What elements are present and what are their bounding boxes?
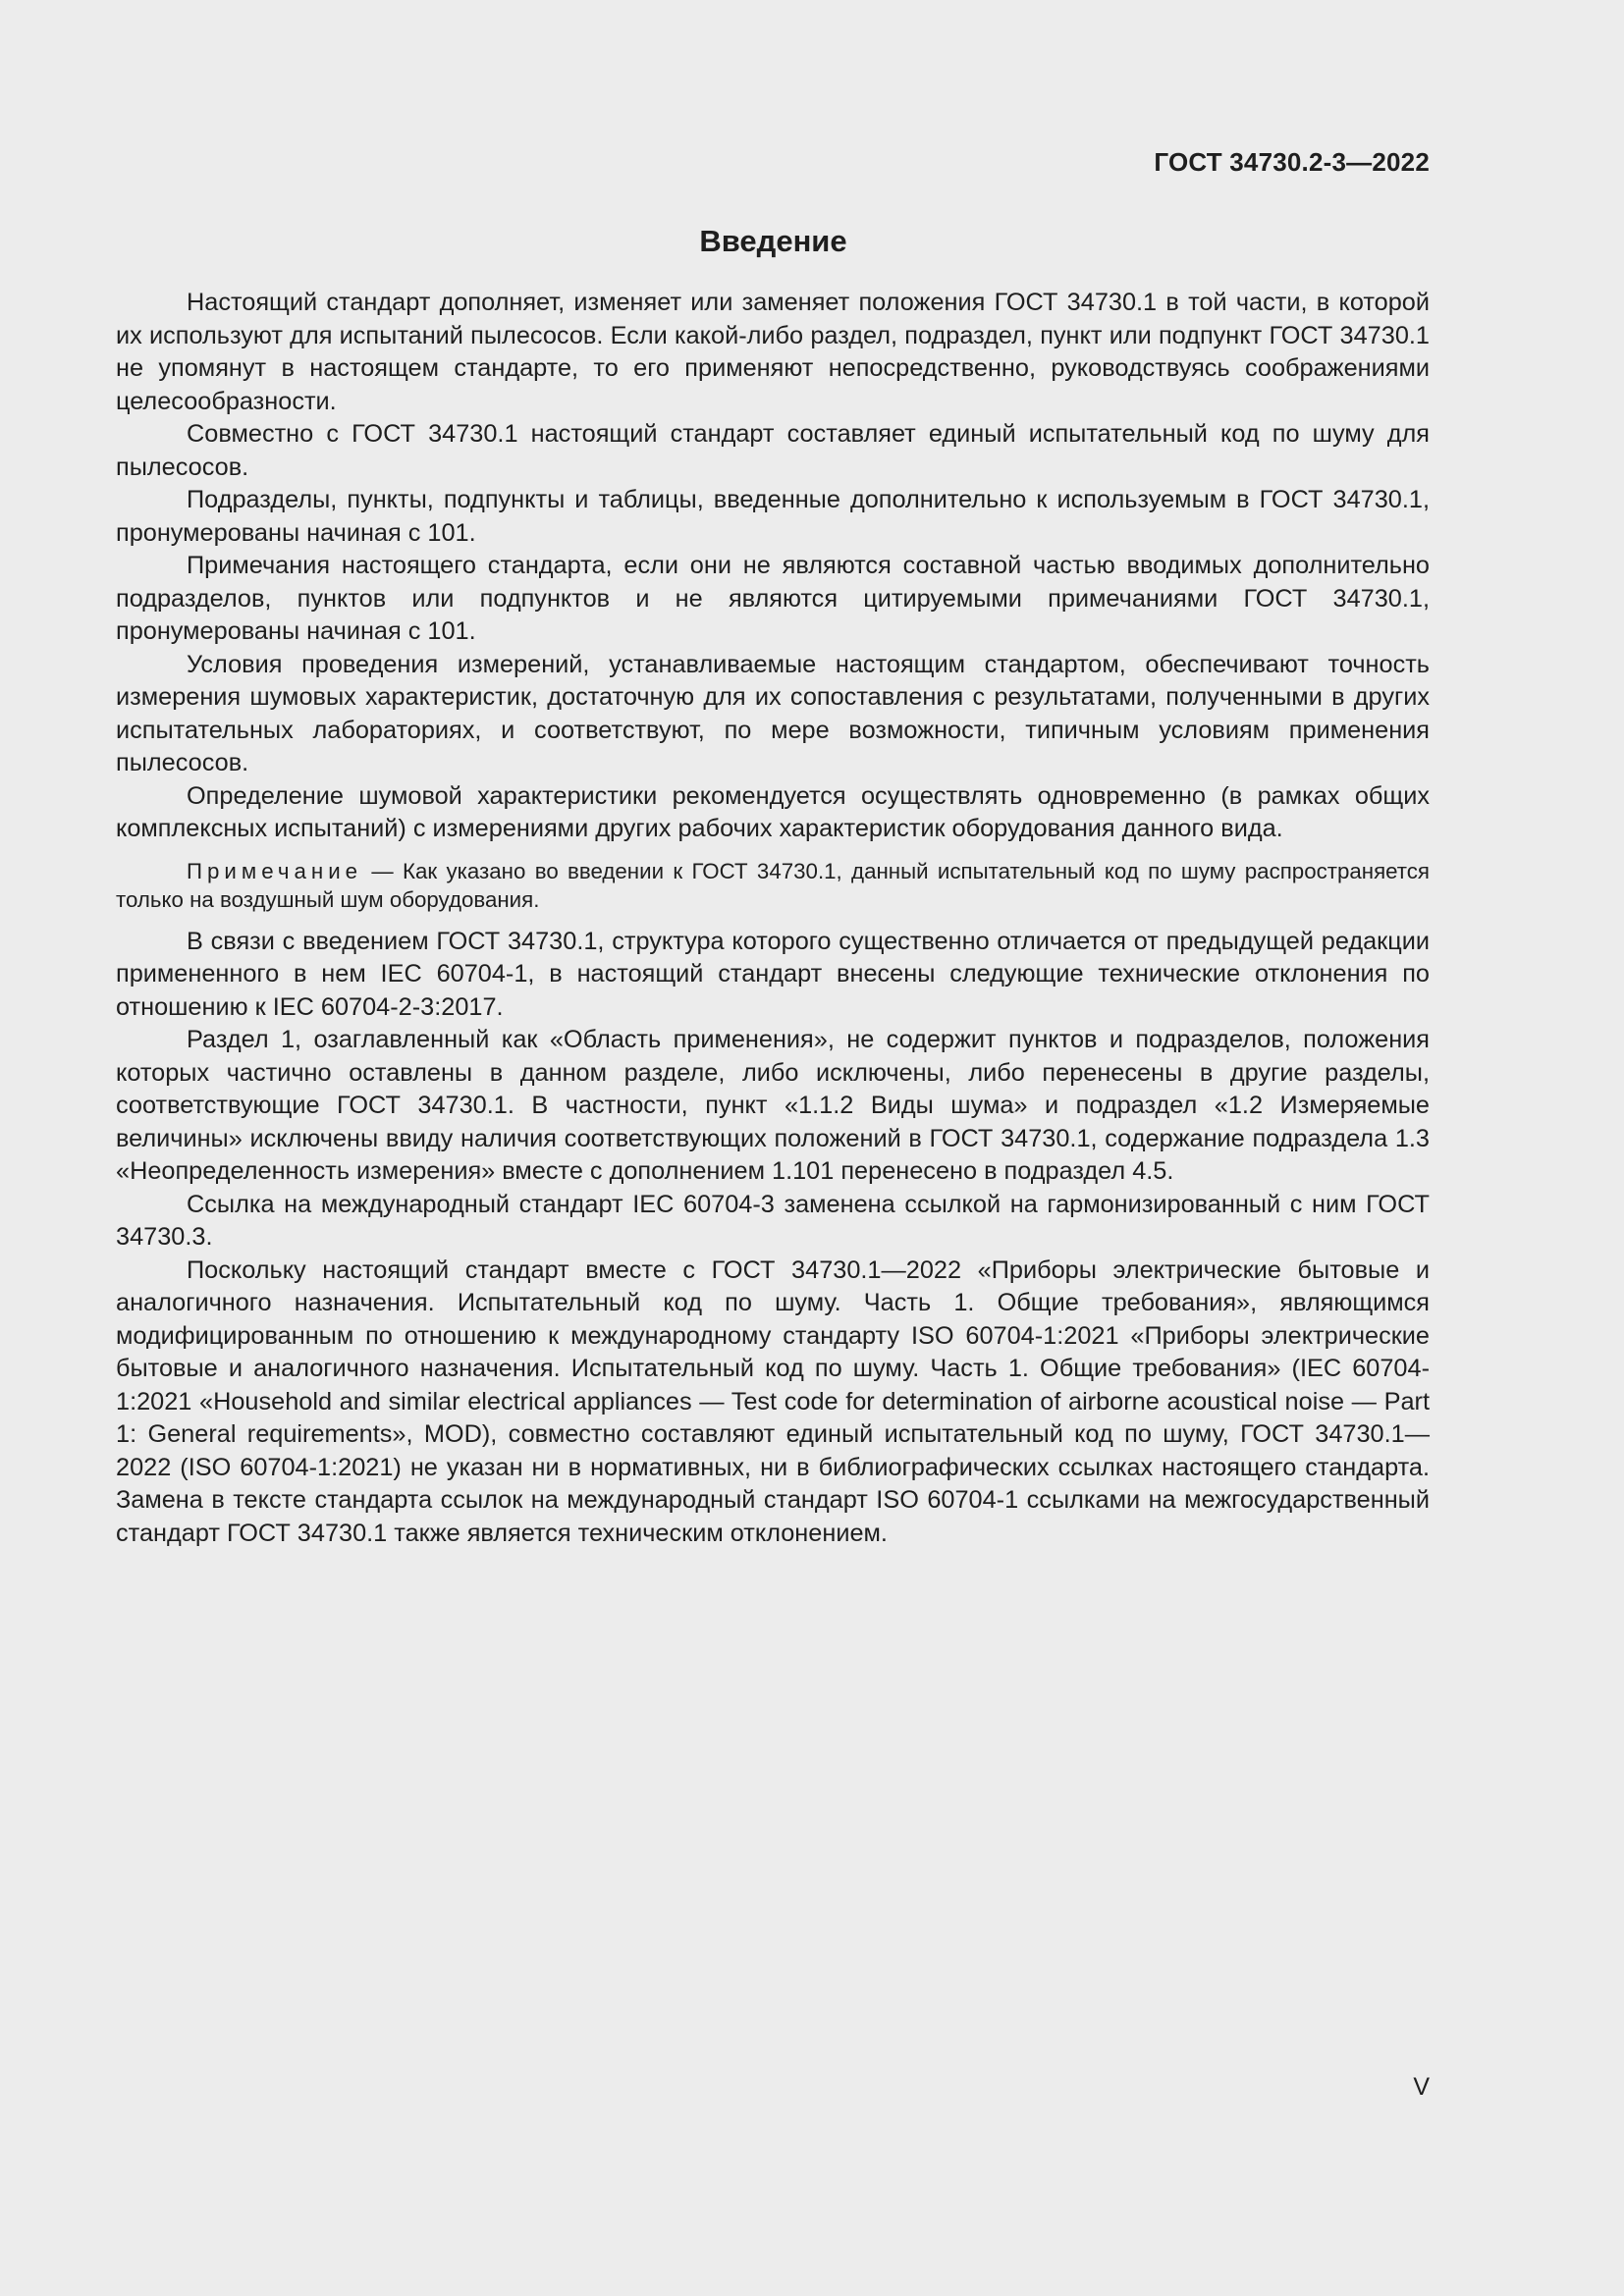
paragraph: Примечания настоящего стандарта, если они не являются составной частью вводимых дополнительно подразделов, пунктов или подпунктов и не являются цитируемыми примечаниями ГОСТ 34730.1, пронумерованы начиная с 101.	[116, 552, 1430, 645]
section-title: Введение	[699, 224, 847, 258]
page-number: V	[1413, 2073, 1430, 2101]
note-label: Примечание	[187, 858, 363, 883]
paragraph: Подразделы, пункты, подпункты и таблицы, введенные дополнительно к используемым в ГОСТ 34730.1, пронумерованы начиная с 101.	[116, 486, 1430, 547]
paragraph: Ссылка на международный стандарт IEC 60704-3 заменена ссылкой на гармонизированный с ним ГОСТ 34730.3.	[116, 1190, 1430, 1251]
paragraph: Раздел 1, озаглавленный как «Область применения», не содержит пунктов и подразделов, положения которых частично оставлены в данном разделе, либо исключены, либо перенесены в другие разделы, соответствующие ГОСТ 34730.1. В частности, пункт «1.1.2 Виды шума» и подраздел «1.2 Измеряемые величины» исключены ввиду наличия соответствующих положений в ГОСТ 34730.1, содержание подраздела 1.3 «Неопределенность измерения» вместе с дополнением 1.101 перенесено в подраздел 4.5.	[116, 1026, 1430, 1185]
document-code: ГОСТ 34730.2-3—2022	[1154, 147, 1430, 177]
paragraph: Совместно с ГОСТ 34730.1 настоящий стандарт составляет единый испытательный код по шуму для пылесосов.	[116, 420, 1430, 481]
document-body	[116, 287, 1430, 1550]
paragraph: Определение шумовой характеристики рекомендуется осуществлять одновременно (в рамках общих комплексных испытаний) с измерениями других рабочих характеристик оборудования данного вида.	[116, 781, 1430, 842]
paragraph: В связи с введением ГОСТ 34730.1, структура которого существенно отличается от предыдущей редакции примененного в нем IEC 60704-1, в настоящий стандарт внесены следующие технические отклонения по отношению к IEC 60704-2-3:2017.	[116, 927, 1430, 1021]
paragraph: Настоящий стандарт дополняет, изменяет или заменяет положения ГОСТ 34730.1 в той части, в которой их используют для испытаний пылесосов. Если какой-либо раздел, подраздел, пункт или подпункт ГОСТ 34730.1 не упомянут в настоящем стандарте, то его применяют непосредственно, руководствуясь соображениями целесообразности.	[116, 289, 1430, 415]
paragraph: Поскольку настоящий стандарт вместе с ГОСТ 34730.1—2022 «Приборы электрические бытовые и аналогичного назначения. Испытательный код по шуму. Часть 1. Общие требования», являющимся модифицированным по отношению к международному стандарту ISO 60704-1:2021 «Приборы электрические бытовые и аналогичного назначения. Испытательный код по шуму. Часть 1. Общие требования» (IEC 60704-1:2021 «Household and similar electrical appliances — Test code for determination of airborne acoustical noise — Part 1: General requirements», MOD), совместно составляют единый испытательный код по шуму, ГОСТ 34730.1—2022 (ISO 60704-1:2021) не указан ни в нормативных, ни в библиографических ссылках настоящего стандарта. Замена в тексте стандарта ссылок на международный стандарт ISO 60704-1 ссылками на межгосударственный стандарт ГОСТ 34730.1 также является техническим отклонением.	[116, 1255, 1430, 1547]
note	[116, 857, 1430, 914]
paragraph: Условия проведения измерений, устанавливаемые настоящим стандартом, обеспечивают точность измерения шумовых характеристик, достаточную для их сопоставления с результатами, полученными в других испытательных лабораториях, и соответствуют, по мере возможности, типичным условиям применения пылесосов.	[116, 650, 1430, 776]
note-dash: —	[362, 858, 404, 883]
note-text: Как указано во введении к ГОСТ 34730.1, данный испытательный код по шуму распространяется только на воздушный шум оборудования.	[116, 858, 1430, 912]
